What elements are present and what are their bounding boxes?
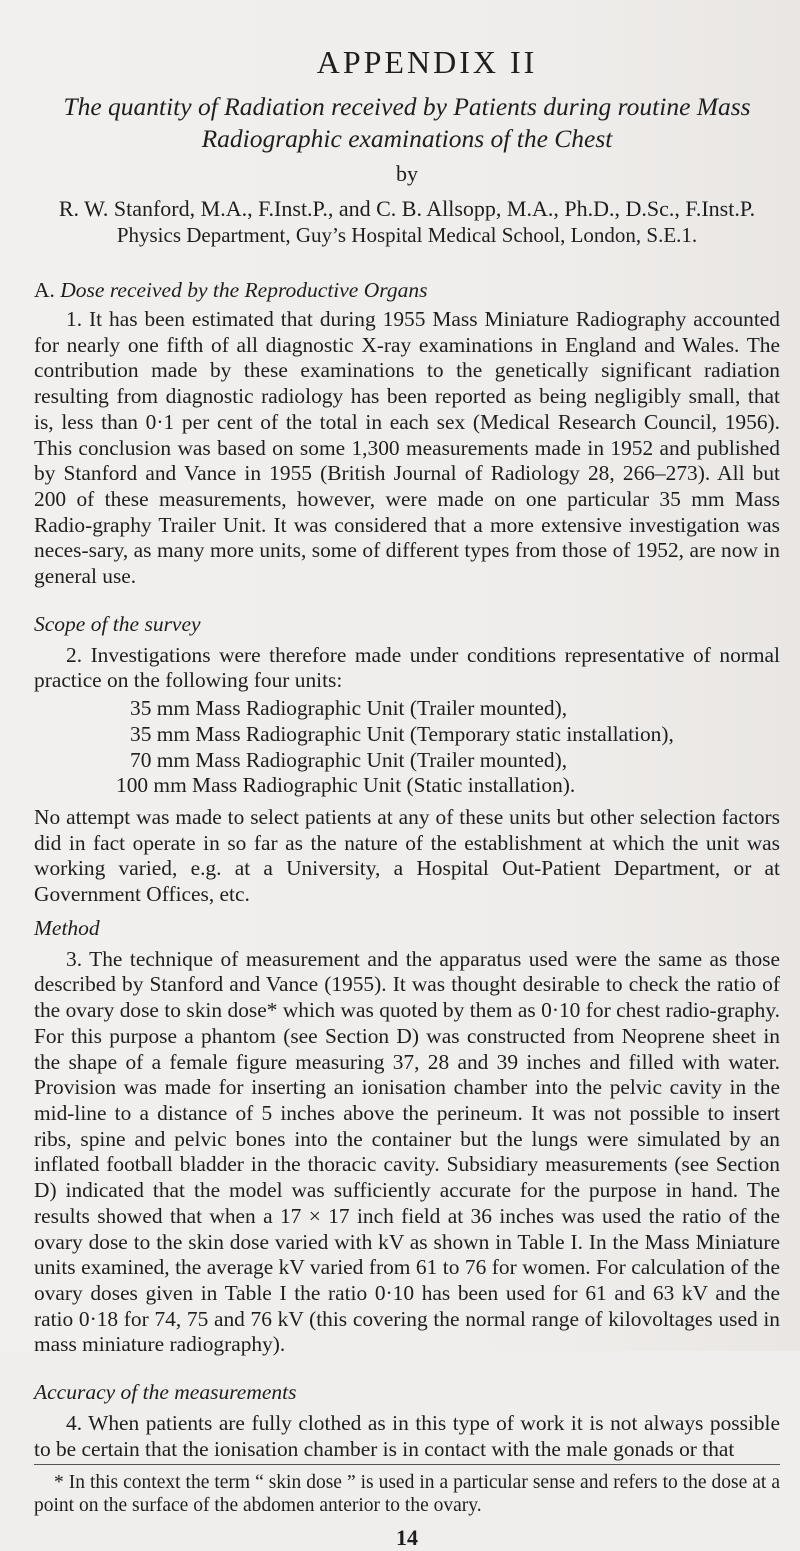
affiliation: Physics Department, Guy’s Hospital Medical School, London, S.E.1. (116, 223, 698, 247)
unit-list (34, 696, 780, 799)
appendix-heading: APPENDIX II (316, 44, 538, 80)
paragraph-4: 4. When patients are fully clothed as in this type of work it is not always possible to be certain that the ionisation chamber is in contact with the male gonads or that (34, 1411, 780, 1461)
page-number: 14 (396, 1525, 418, 1551)
scope-heading: Scope of the survey (34, 611, 201, 636)
section-a-title: Dose received by the Reproductive Organs (60, 278, 428, 302)
footnote: * In this context the term “ skin dose ” is used in a particular sense and refers to the dose at a point on the surface of the abdomen anterior to the ovary. (34, 1472, 780, 1517)
list-item: 35 mm Mass Radiographic Unit (Temporary static installation), (130, 721, 674, 746)
method-heading: Method (34, 915, 100, 940)
authors: R. W. Stanford, M.A., F.Inst.P., and C. B. Allsopp, M.A., Ph.D., D.Sc., F.Inst.P. (58, 196, 756, 221)
section-a-heading (34, 278, 780, 303)
paragraph-1: 1. It has been estimated that during 1955 Mass Miniature Radiography accounted for nearly one fifth of all diagnostic X-ray examinations in England and Wales. The contribution made by these examinations to the genetically significant radiation resulting from diagnostic radiology has been reported as being negligibly small, that is, less than 0·1 per cent of the total in each sex (Medical Research Council, 1956). This conclusion was based on some 1,300 measurements made in 1952 and published by Stanford and Vance in 1955 (British Journal of Radiology 28, 266–273). All but 200 of these measurements, however, were made on one particular 35 mm Mass Radio-graphy Trailer Unit. It was considered that a more extensive investigation was neces-sary, as many more units, some of different types from those of 1952, are now in general use. (34, 307, 780, 589)
paragraph-2-continued: No attempt was made to select patients at any of these units but other selection factors did in fact operate in so far as the nature of the establishment at which the unit was working varied, e.g. at a University, a Hospital Out-Patient Department, or at Government Offices, etc. (34, 804, 780, 907)
list-item: 35 mm Mass Radiographic Unit (Trailer mounted), (130, 696, 568, 721)
paragraph-2: 2. Investigations were therefore made under conditions representative of normal practice on the following four units: (34, 642, 780, 693)
byline-word: by (396, 161, 418, 186)
footnote-divider (34, 1464, 780, 1465)
paper-title: The quantity of Radiation received by Patients during routine Mass Radiographic examinations of the Chest (63, 92, 751, 153)
list-item: 70 mm Mass Radiographic Unit (Trailer mounted), (130, 747, 568, 772)
list-item: 100 mm Mass Radiographic Unit (Static installation). (116, 773, 576, 798)
accuracy-heading: Accuracy of the measurements (34, 1380, 297, 1405)
section-a-letter: A. (34, 278, 55, 302)
paragraph-3: 3. The technique of measurement and the apparatus used were the same as those described by Stanford and Vance (1955). It was thought desirable to check the ratio of the ovary dose to skin dose* which was quoted by them as 0·10 for chest radio-graphy. For this purpose a phantom (see Section D) was constructed from Neoprene sheet in the shape of a female figure measuring 37, 28 and 39 inches and filled with water. Provision was made for inserting an ionisation chamber into the pelvic cavity in the mid-line to a distance of 5 inches above the perineum. It was not possible to insert ribs, spine and pelvic bones into the container but the lungs were simulated by an inflated football bladder in the thoracic cavity. Subsidiary measurements (see Section D) indicated that the model was sufficiently accurate for the purpose in hand. The results showed that when a 17 × 17 inch field at 36 inches was used the ratio of the ovary dose to the skin dose varied with kV as shown in Table I. In the Mass Miniature units examined, the average kV varied from 61 to 76 for women. For calculation of the ovary doses given in Table I the ratio 0·10 has been used for 61 and 63 kV and the ratio 0·18 for 74, 75 and 76 kV (this covering the normal range of kilovoltages used in mass miniature radiography). (34, 946, 780, 1357)
